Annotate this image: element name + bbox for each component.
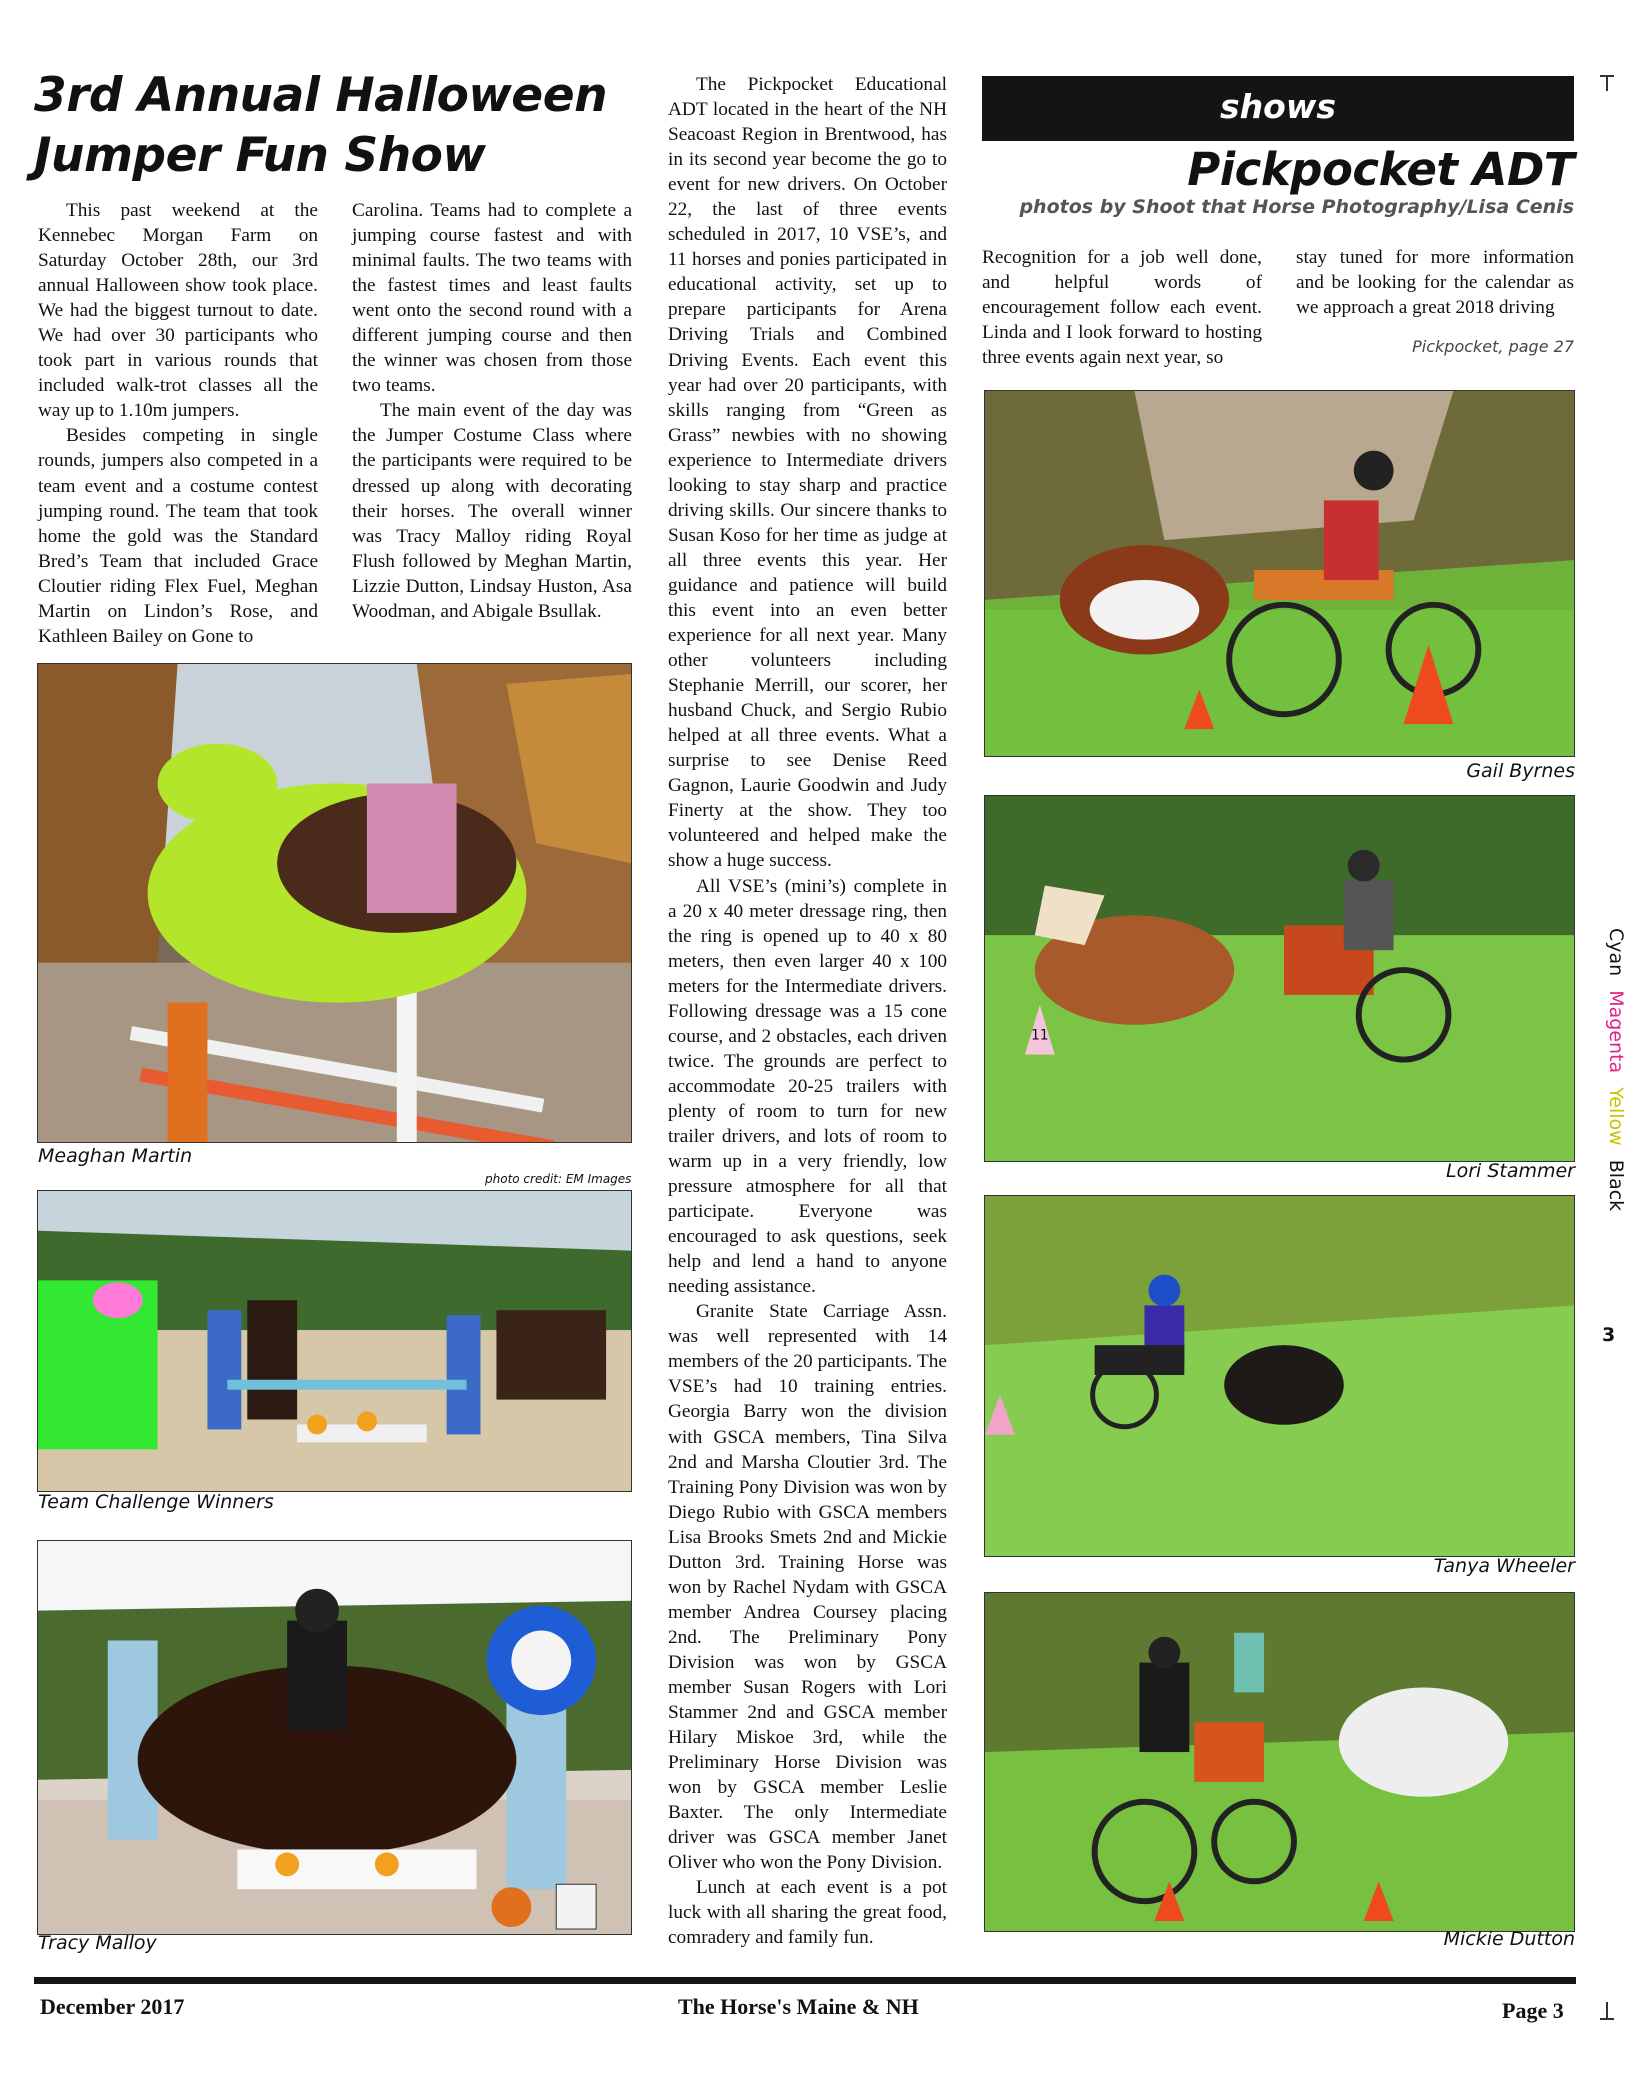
photo-team-challenge-winners [37,1190,632,1492]
photo-caption: Lori Stammer [1445,1160,1575,1182]
photo-caption: Tanya Wheeler [1433,1555,1575,1577]
right-article-column-b [1296,245,1574,320]
photo-caption: Meaghan Martin [38,1145,193,1167]
photo-mickie-dutton [984,1592,1575,1932]
photo-caption: Mickie Dutton [1443,1928,1575,1950]
color-yellow-label: Yellow [1605,1087,1627,1146]
photo-lori-stammer [984,795,1575,1162]
paragraph: stay tuned for more information and be looking for the calendar as we approach a great 2018 driving [1296,247,1574,319]
paragraph: Besides competing in single rounds, jumpers also competed in a team event and a costume contest jumping round. The team that took home the gold was the Standard Bred’s Team that included Grace Cloutier riding Flex Fuel, Meghan Martin on Lindon’s Rose, and Kathleen Bailey on Gone to [38,425,318,647]
footer-date: December 2017 [40,1994,185,2019]
continued-line: Pickpocket, page 27 [1412,337,1574,356]
paragraph: The main event of the day was the Jumper Costume Class where the participants were required to be dressed up along with decorating their horses. The overall winner was Tracy Malloy riding Royal Flush followed by Meghan Martin, Lizzie Dutton, Lindsay Huston, Asa Woodman, and Abigale Bsullak. [352,400,632,622]
footer-page: Page 3 [1502,1998,1564,2023]
paragraph: Granite State Carriage Assn. was well represented with 14 members of the 20 participants. The VSE’s had 10 training entries. Georgia Barry won the division with GSCA members, Tina Silva 2nd and Marsha Cloutier 3rd. The Training Pony Division was won by Diego Rubio with GSCA members Lisa Brooks Smets 2nd and Mickie Dutton 3rd. Training Horse was won by Rachel Nydam with GSCA member Andrea Coursey placing 2nd. The Preliminary Pony Division was won by GSCA member Susan Rogers with Lori Stammer 2nd and GSCA member Hilary Miskoe 3rd, while the Preliminary Horse Division was won by GSCA member Leslie Baxter. The only Intermediate driver was GSCA member Janet Oliver who won the Pony Division. [668,1301,947,1874]
left-article-column-2 [352,198,632,624]
color-magenta-label: Magenta [1605,990,1627,1074]
photo-credit: photo credit: EM Images [485,1172,632,1186]
cone-number: 11 [1030,1027,1049,1044]
photo-tanya-wheeler [984,1195,1575,1557]
right-article-column-a [982,245,1262,370]
left-article-column-1 [38,198,318,649]
side-page-number: 3 [1602,1324,1616,1346]
paragraph: Carolina. Teams had to complete a jumping course fastest and with minimal faults. The two teams with the fastest times and least faults went onto the second round with a different jumping course and then the winner was chosen from those two teams. [352,200,632,397]
middle-article-column [668,72,947,1951]
paragraph: This past weekend at the Kennebec Morgan Farm on Saturday October 28th, our 3rd annual Halloween show took place. We had the biggest turnout to date. We had over 30 participants who took part in various rounds that included walk-trot classes all the way up to 1.10m jumpers. [38,200,318,422]
photo-byline: photos by Shoot that Horse Photography/Lisa Cenis [1019,196,1574,218]
photo-caption: Gail Byrnes [1466,760,1575,782]
paragraph: Recognition for a job well done, and helpful words of encouragement follow each event. Linda and I look forward to hosting three events again next year, so [982,247,1262,369]
crop-mark-bottom [1600,2018,1614,2020]
footer-publication: The Horse's Maine & NH [678,1994,919,2019]
photo-caption: Tracy Malloy [38,1932,157,1954]
pickpocket-headline: Pickpocket ADT [1187,143,1574,196]
paragraph: All VSE’s (mini’s) complete in a 20 x 40 meter dressage ring, then the ring is opened up to 40 x 80 meters, then even larger 40 x 100 meters for the Intermediate drivers. Following dressage was a 15 cone course, and 2 obstacles, each driven twice. The grounds are perfect to accommodate 20-25 trailers with plenty of room to turn for new trailer drivers, and lots of room to warm up in a very friendly, low pressure atmosphere for all that participate. Everyone was encouraged to ask questions, seek help and lend a hand to anyone needing assistance. [668,875,947,1298]
color-bar [1605,928,1627,1211]
color-cyan-label: Cyan [1605,928,1627,977]
paragraph: Lunch at each event is a pot luck with all sharing the great food, comradery and family fun. [668,1877,947,1949]
color-black-label: Black [1605,1159,1627,1212]
footer-rule [34,1977,1576,1984]
photo-meaghan-martin [37,663,632,1143]
headline-line-2: Jumper Fun Show [34,128,486,183]
article-headline [34,66,654,186]
paragraph: The Pickpocket Educational ADT located in the heart of the NH Seacoast Region in Brentwood, has in its second year become the go to event for new drivers. On October 22, the last of three events scheduled in 2017, 10 VSE’s, and 11 horses and ponies participated in educational activity, set up to prepare participants for Arena Driving Trials and Combined Driving Events. Each event this year had over 20 participants, with skills ranging from “Green as Grass” newbies with no showing experience to Intermediate drivers looking to stay sharp and practice driving skills. Our sincere thanks to Susan Koso for her time as judge at all three events this year. Her guidance and patience will build this event into an even better experience for all next year. Many other volunteers including Stephanie Merrill, our scorer, her husband Chuck, and Sergio Rubio helped at all three events. What a surprise to see Denise Reed Gagnon, Laurie Goodwin and Judy Finerty at the show. They too volunteered and helped make the show a huge success. [668,74,947,872]
photo-gail-byrnes [984,390,1575,757]
headline-line-1: 3rd Annual Halloween [34,68,608,123]
photo-tracy-malloy [37,1540,632,1935]
crop-mark-bottom [1606,2002,1608,2018]
crop-mark-top [1606,75,1608,91]
photo-caption: Team Challenge Winners [38,1491,274,1513]
section-label-bar: shows [982,76,1574,141]
